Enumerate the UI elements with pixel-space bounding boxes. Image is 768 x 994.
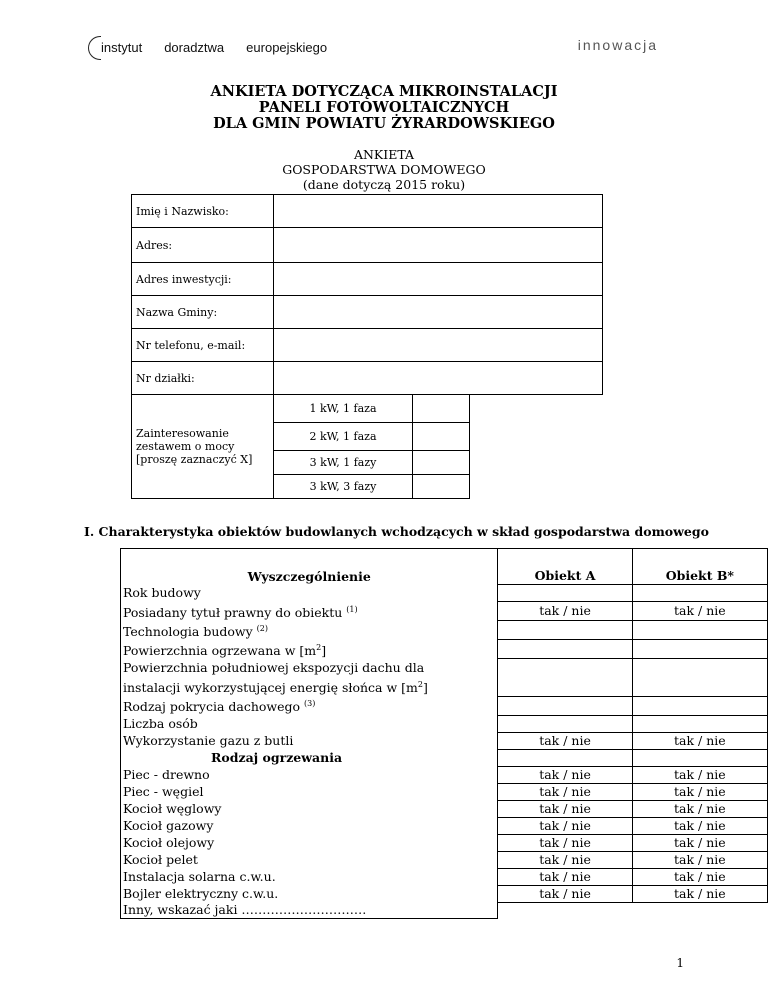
object-a-cell bbox=[498, 902, 632, 919]
personal-data-table bbox=[131, 194, 603, 499]
object-b-cell[interactable]: tak / nie bbox=[632, 885, 767, 902]
header-object-a: Obiekt A bbox=[498, 549, 632, 585]
object-a-cell[interactable] bbox=[498, 585, 632, 602]
title-line-2: PANELI FOTOWOLTAICZNYCH bbox=[258, 99, 510, 116]
document-title bbox=[0, 84, 768, 132]
logo-word-2: doradztwa bbox=[164, 39, 225, 55]
object-b-cell[interactable]: tak / nie bbox=[632, 851, 767, 868]
table-row: Rodzaj pokrycia dachowego $^{(3)}$ bbox=[121, 696, 768, 715]
object-a-cell[interactable]: tak / nie bbox=[498, 766, 632, 783]
field-row-contact bbox=[132, 329, 603, 362]
heating-title: Rodzaj ogrzewania bbox=[121, 749, 498, 766]
field-label: Adres inwestycji: bbox=[132, 263, 274, 296]
contact-input[interactable] bbox=[274, 329, 603, 362]
field-label: Imię i Nazwisko: bbox=[132, 195, 274, 228]
power-option-label: 3 kW, 1 fazy bbox=[274, 451, 413, 475]
table-row: Powierzchnia ogrzewana w $[m^2]$ bbox=[121, 640, 768, 659]
object-a-cell[interactable] bbox=[498, 659, 632, 696]
heating-row: Bojler elektryczny c.w.u. tak / nie tak / nie bbox=[121, 885, 768, 902]
object-b-cell[interactable] bbox=[632, 715, 767, 732]
plot-input[interactable] bbox=[274, 362, 603, 395]
object-b-cell[interactable]: tak / nie bbox=[632, 868, 767, 885]
document-subtitle bbox=[0, 147, 768, 192]
object-a-cell[interactable] bbox=[498, 640, 632, 659]
power-option-label: 3 kW, 3 fazy bbox=[274, 475, 413, 499]
investment-address-input[interactable] bbox=[274, 263, 603, 296]
power-option-checkbox-3[interactable] bbox=[413, 451, 470, 475]
object-b-cell bbox=[632, 902, 767, 919]
buildings-header-row bbox=[121, 549, 768, 585]
field-label: Nr telefonu, e-mail: bbox=[132, 329, 274, 362]
power-option-row bbox=[132, 395, 603, 423]
object-b-cell[interactable]: tak / nie bbox=[632, 766, 767, 783]
object-b-cell[interactable] bbox=[632, 621, 767, 640]
object-a-cell[interactable]: tak / nie bbox=[498, 868, 632, 885]
logo-instytut bbox=[88, 35, 349, 59]
title-line-3: DLA GMIN POWIATU ŻYRARDOWSKIEGO bbox=[213, 115, 555, 132]
object-a-cell[interactable]: tak / nie bbox=[498, 885, 632, 902]
field-label: Nr działki: bbox=[132, 362, 274, 395]
object-b-cell[interactable]: tak / nie bbox=[632, 817, 767, 834]
object-b-cell[interactable] bbox=[632, 585, 767, 602]
name-input[interactable] bbox=[274, 195, 603, 228]
power-option-label: 2 kW, 1 faza bbox=[274, 423, 413, 451]
field-row-investment-address bbox=[132, 263, 603, 296]
logo-innowacja: innowacja bbox=[577, 37, 658, 53]
subtitle-line-2: GOSPODARSTWA DOMOWEGO bbox=[282, 162, 486, 177]
field-label: Nazwa Gminy: bbox=[132, 296, 274, 329]
field-row-plot bbox=[132, 362, 603, 395]
table-row: Technologia budowy $^{(2)}$ bbox=[121, 621, 768, 640]
table-row: Liczba osób bbox=[121, 715, 768, 732]
title-line-1: ANKIETA DOTYCZĄCA MIKROINSTALACJI bbox=[210, 83, 558, 100]
heating-row: Kocioł węglowy tak / nie tak / nie bbox=[121, 800, 768, 817]
object-a-cell[interactable]: tak / nie bbox=[498, 602, 632, 621]
object-b-cell[interactable] bbox=[632, 659, 767, 696]
field-row-address bbox=[132, 228, 603, 263]
object-a-cell[interactable]: tak / nie bbox=[498, 800, 632, 817]
field-row-municipality bbox=[132, 296, 603, 329]
object-b-cell[interactable]: tak / nie bbox=[632, 732, 767, 749]
power-option-checkbox-1[interactable] bbox=[413, 395, 470, 423]
heating-row: Instalacja solarna c.w.u. tak / nie tak / nie bbox=[121, 868, 768, 885]
field-label: Adres: bbox=[132, 228, 274, 263]
header-label: Wyszczególnienie bbox=[121, 549, 498, 585]
header-object-b: Obiekt B* bbox=[632, 549, 767, 585]
heating-row: Kocioł olejowy tak / nie tak / nie bbox=[121, 834, 768, 851]
table-row: Powierzchnia południowej ekspozycji dachu dla instalacji wykorzystującej energię słońca w $[m^2]$ bbox=[121, 659, 768, 696]
power-option-checkbox-2[interactable] bbox=[413, 423, 470, 451]
object-a-cell[interactable] bbox=[498, 715, 632, 732]
heating-row: Piec - węgiel tak / nie tak / nie bbox=[121, 783, 768, 800]
object-b-cell[interactable]: tak / nie bbox=[632, 800, 767, 817]
subtitle-line-3: (dane dotyczą 2015 roku) bbox=[302, 177, 466, 192]
heating-row: Kocioł gazowy tak / nie tak / nie bbox=[121, 817, 768, 834]
subtitle-line-1: ANKIETA bbox=[353, 147, 415, 162]
table-row: Wykorzystanie gazu z butli tak / nie tak / nie bbox=[121, 732, 768, 749]
power-option-checkbox-4[interactable] bbox=[413, 475, 470, 499]
object-b-cell[interactable]: tak / nie bbox=[632, 834, 767, 851]
object-b-cell[interactable]: tak / nie bbox=[632, 783, 767, 800]
object-a-cell[interactable]: tak / nie bbox=[498, 732, 632, 749]
field-row-name bbox=[132, 195, 603, 228]
table-row: Posiadany tytuł prawny do obiektu $^{(1)}$ tak / nie tak / nie bbox=[121, 602, 768, 621]
logo-word-1: instytut bbox=[101, 39, 143, 55]
heating-row: Piec - drewno tak / nie tak / nie bbox=[121, 766, 768, 783]
logo-swoosh-icon bbox=[88, 36, 101, 60]
object-b-cell[interactable]: tak / nie bbox=[632, 602, 767, 621]
table-row: Rok budowy bbox=[121, 585, 768, 602]
object-a-cell[interactable]: tak / nie bbox=[498, 783, 632, 800]
power-label: Zainteresowanie zestawem o mocy [proszę zaznaczyć X] bbox=[132, 395, 274, 499]
object-b-cell[interactable] bbox=[632, 696, 767, 715]
heating-row: Inny, wskazać jaki ………………………… bbox=[121, 902, 768, 919]
municipality-input[interactable] bbox=[274, 296, 603, 329]
heating-row: Kocioł pelet tak / nie tak / nie bbox=[121, 851, 768, 868]
object-a-cell[interactable] bbox=[498, 621, 632, 640]
object-a-cell[interactable]: tak / nie bbox=[498, 817, 632, 834]
power-option-label: 1 kW, 1 faza bbox=[274, 395, 413, 423]
object-b-cell[interactable] bbox=[632, 640, 767, 659]
address-input[interactable] bbox=[274, 228, 603, 263]
buildings-table bbox=[120, 548, 768, 919]
logo-word-3: europejskiego bbox=[246, 39, 328, 55]
heating-title-row bbox=[121, 749, 768, 766]
section-title: I. Charakterystyka obiektów budowlanych wchodzących w skład gospodarstwa domowego bbox=[84, 524, 709, 539]
object-a-cell[interactable]: tak / nie bbox=[498, 834, 632, 851]
object-a-cell[interactable]: tak / nie bbox=[498, 851, 632, 868]
page-number: 1 bbox=[676, 956, 684, 970]
object-a-cell[interactable] bbox=[498, 696, 632, 715]
